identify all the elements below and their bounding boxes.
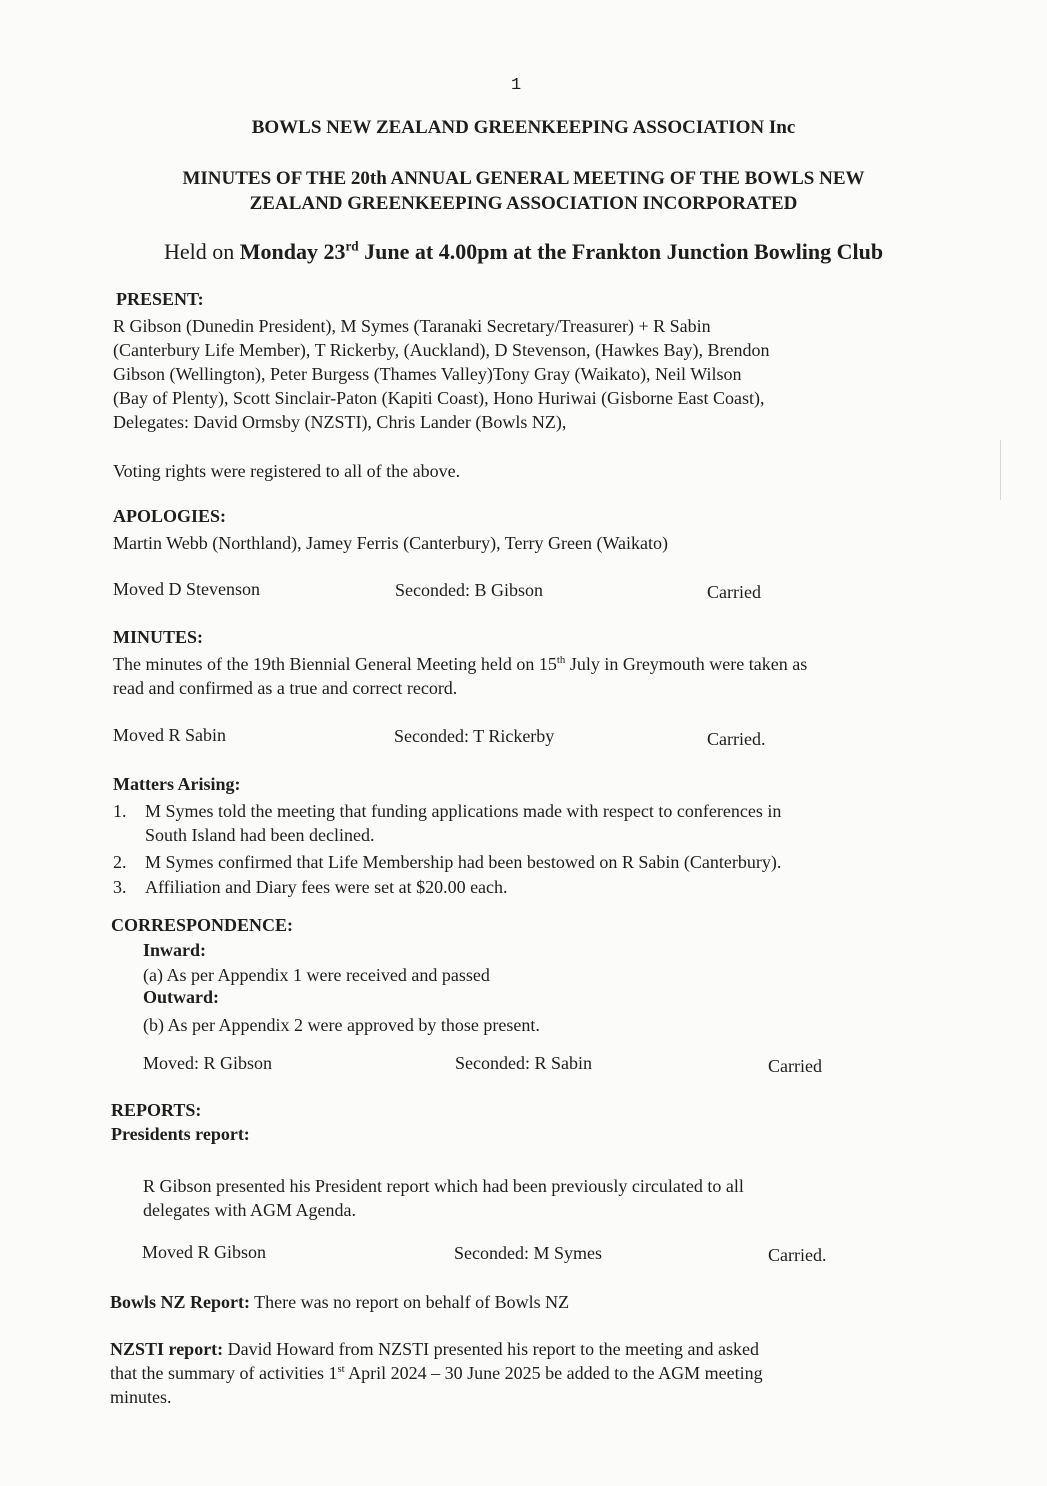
page-number: 1	[511, 76, 522, 95]
nzsti-line2	[110, 1361, 763, 1385]
minutes-seconded: Seconded: T Rickerby	[394, 726, 555, 746]
held-date	[240, 239, 883, 264]
nzsti-line2-a: that the summary of activities 1	[110, 1363, 338, 1383]
reports-moved: Moved R Gibson	[142, 1242, 267, 1262]
list-item-text-cont: South Island had been declined.	[145, 825, 375, 845]
minutes-text	[113, 652, 807, 700]
minutes-moved: Moved R Sabin	[113, 725, 227, 745]
present-line: (Bay of Plenty), Scott Sinclair-Paton (Kapiti Coast), Hono Huriwai (Gisborne East Coast),	[113, 388, 765, 408]
minutes-title	[0, 166, 1047, 216]
nzsti-line2-sup: st	[337, 1363, 345, 1375]
present-line: Delegates: David Ormsby (NZSTI), Chris Lander (Bowls NZ),	[113, 412, 567, 432]
bowls-nz-report-text: There was no report on behalf of Bowls NZ	[250, 1292, 570, 1312]
apologies-heading: APOLOGIES:	[113, 506, 227, 526]
presidents-line1: R Gibson presented his President report which had been previously circulated to all	[143, 1176, 744, 1196]
nzsti-line3: minutes.	[110, 1387, 172, 1407]
present-list	[113, 314, 770, 434]
presidents-line2: delegates with AGM Agenda.	[143, 1200, 356, 1220]
minutes-title-line2: ZEALAND GREENKEEPING ASSOCIATION INCORPORATED	[249, 193, 798, 214]
minutes-line1-b: July in Greymouth were taken as	[565, 654, 808, 674]
minutes-line1-a: The minutes of the 19th Biennial General Meeting held on 15	[113, 654, 557, 674]
held-date-sup: rd	[345, 238, 359, 254]
present-heading: PRESENT:	[116, 289, 204, 309]
held-date-a: Monday 23	[239, 239, 346, 264]
outward-text: (b) As per Appendix 2 were approved by those present.	[143, 1015, 540, 1035]
minutes-title-line1: MINUTES OF THE 20th ANNUAL GENERAL MEETING OF THE BOWLS NEW	[182, 168, 865, 189]
outward-label: Outward:	[143, 987, 219, 1007]
held-prefix: Held on	[163, 239, 240, 264]
presidents-report-text	[143, 1174, 744, 1222]
org-title: BOWLS NEW ZEALAND GREENKEEPING ASSOCIATION Inc	[251, 117, 796, 138]
list-item-number: 3.	[113, 877, 127, 897]
correspondence-seconded: Seconded: R Sabin	[455, 1053, 592, 1073]
presidents-report-heading: Presidents report:	[111, 1124, 250, 1144]
minutes-line1	[113, 652, 807, 676]
nzsti-report-label: NZSTI report:	[110, 1339, 224, 1359]
list-item-number: 1.	[113, 801, 127, 821]
nzsti-line1	[110, 1337, 763, 1361]
voting-rights: Voting rights were registered to all of the above.	[113, 461, 461, 481]
minutes-line1-sup: th	[556, 654, 566, 666]
matters-list	[113, 799, 913, 909]
present-line: R Gibson (Dunedin President), M Symes (Taranaki Secretary/Treasurer) + R Sabin	[113, 316, 711, 336]
list-item-number: 2.	[113, 852, 127, 872]
nzsti-line1-text: David Howard from NZSTI presented his report to the meeting and asked	[223, 1339, 760, 1359]
minutes-result: Carried.	[707, 729, 766, 749]
reports-heading: REPORTS:	[111, 1100, 202, 1120]
bowls-nz-report	[110, 1290, 569, 1314]
matters-heading: Matters Arising:	[113, 774, 241, 794]
minutes-line2: read and confirmed as a true and correct record.	[113, 678, 458, 698]
held-date-b: June at 4.00pm at the Frankton Junction Bowling Club	[358, 239, 884, 264]
bowls-nz-report-label: Bowls NZ Report:	[110, 1292, 250, 1312]
inward-label: Inward:	[143, 940, 207, 960]
reports-result: Carried.	[768, 1245, 827, 1265]
present-line: (Canterbury Life Member), T Rickerby, (Auckland), D Stevenson, (Hawkes Bay), Brendon	[113, 340, 770, 360]
list-item-text: M Symes told the meeting that funding applications made with respect to conferences in	[145, 801, 782, 821]
nzsti-report	[110, 1337, 763, 1409]
apologies-seconded: Seconded: B Gibson	[395, 580, 543, 600]
minutes-heading: MINUTES:	[113, 627, 204, 647]
reports-seconded: Seconded: M Symes	[454, 1243, 602, 1263]
correspondence-moved: Moved: R Gibson	[143, 1053, 273, 1073]
correspondence-heading: CORRESPONDENCE:	[111, 915, 294, 935]
apologies-text: Martin Webb (Northland), Jamey Ferris (Canterbury), Terry Green (Waikato)	[113, 533, 668, 553]
apologies-moved: Moved D Stevenson	[113, 579, 260, 599]
list-item-text: Affiliation and Diary fees were set at $20.00 each.	[145, 877, 508, 897]
apologies-result: Carried	[707, 582, 761, 602]
scan-margin-mark	[1000, 440, 1001, 500]
nzsti-line2-b: April 2024 – 30 June 2025 be added to the AGM meeting	[344, 1363, 763, 1383]
inward-text: (a) As per Appendix 1 were received and passed	[143, 965, 490, 985]
meeting-held-line	[0, 239, 1047, 265]
list-item-text: M Symes confirmed that Life Membership had been bestowed on R Sabin (Canterbury).	[145, 852, 782, 872]
present-line: Gibson (Wellington), Peter Burgess (Thames Valley)Tony Gray (Waikato), Neil Wilson	[113, 364, 742, 384]
correspondence-result: Carried	[768, 1056, 822, 1076]
